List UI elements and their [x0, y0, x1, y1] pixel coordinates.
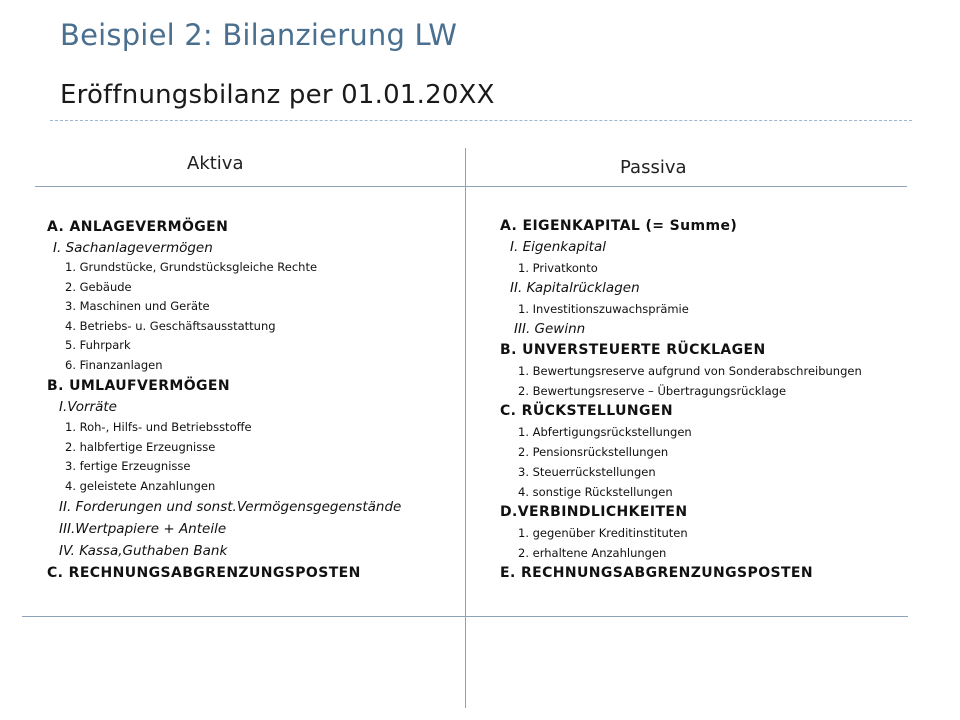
passiva-item: 1. Privatkonto [518, 261, 598, 275]
passiva-heading: Passiva [620, 157, 687, 178]
passiva-item: 4. sonstige Rückstellungen [518, 485, 673, 499]
passiva-subsection: III. Gewinn [514, 321, 586, 337]
passiva-subsection: II. Kapitalrücklagen [510, 280, 640, 296]
aktiva-item: 4. Betriebs- u. Geschäftsausstattung [65, 318, 276, 333]
aktiva-item: 6. Finanzanlagen [65, 357, 163, 372]
passiva-item: 3. Steuerrückstellungen [518, 465, 656, 479]
aktiva-subsection: I.Vorräte [59, 399, 117, 415]
aktiva-item: 4. geleistete Anzahlungen [65, 478, 216, 493]
aktiva-subsection: III.Wertpapiere + Anteile [59, 521, 227, 537]
aktiva-list [47, 216, 457, 584]
aktiva-item: 2. halbfertige Erzeugnisse [65, 439, 216, 454]
t-account-top-line [35, 186, 907, 187]
aktiva-subsection: II. Forderungen und sonst.Vermögensgegenstände [59, 499, 402, 515]
aktiva-section-a: A. ANLAGEVERMÖGEN [47, 219, 229, 235]
slide-title: Beispiel 2: Bilanzierung LW [60, 18, 458, 52]
passiva-item: 2. erhaltene Anzahlungen [518, 546, 667, 560]
aktiva-heading: Aktiva [187, 153, 244, 174]
aktiva-subsection: I. Sachanlagevermögen [53, 240, 213, 256]
passiva-item: 1. Investitionszuwachsprämie [518, 302, 689, 316]
aktiva-item: 1. Grundstücke, Grundstücksgleiche Rechte [65, 260, 318, 274]
passiva-item: 2. Bewertungsreserve – Übertragungsrücklage [518, 384, 787, 398]
t-account-bottom-line [22, 616, 908, 617]
passiva-section-b: B. UNVERSTEUERTE RÜCKLAGEN [500, 342, 766, 358]
passiva-section-c: C. RÜCKSTELLUNGEN [500, 403, 673, 419]
passiva-list [500, 216, 930, 584]
t-account-center-line [465, 148, 466, 708]
passiva-subsection: I. Eigenkapital [510, 239, 607, 255]
passiva-item: 1. gegenüber Kreditinstituten [518, 526, 688, 540]
passiva-section-e: E. RECHNUNGSABGRENZUNGSPOSTEN [500, 565, 814, 581]
passiva-item: 1. Abfertigungsrückstellungen [518, 425, 692, 439]
balance-sheet-title: Eröffnungsbilanz per 01.01.20XX [60, 80, 495, 110]
aktiva-item: 2. Gebäude [65, 279, 132, 294]
aktiva-item: 3. Maschinen und Geräte [65, 299, 210, 313]
passiva-section-a: A. EIGENKAPITAL (= Summe) [500, 218, 738, 234]
passiva-section-d: D.VERBINDLICHKEITEN [500, 504, 688, 520]
passiva-item: 2. Pensionsrückstellungen [518, 445, 669, 459]
passiva-item: 1. Bewertungsreserve aufgrund von Sonderabschreibungen [518, 364, 862, 378]
aktiva-item: 3. fertige Erzeugnisse [65, 459, 191, 473]
aktiva-item: 1. Roh-, Hilfs- und Betriebsstoffe [65, 420, 252, 434]
title-divider [50, 120, 912, 121]
aktiva-section-b: B. UMLAUFVERMÖGEN [47, 378, 231, 394]
aktiva-subsection: IV. Kassa,Guthaben Bank [59, 543, 228, 559]
aktiva-section-c: C. RECHNUNGSABGRENZUNGSPOSTEN [47, 565, 361, 581]
aktiva-item: 5. Fuhrpark [65, 338, 131, 352]
